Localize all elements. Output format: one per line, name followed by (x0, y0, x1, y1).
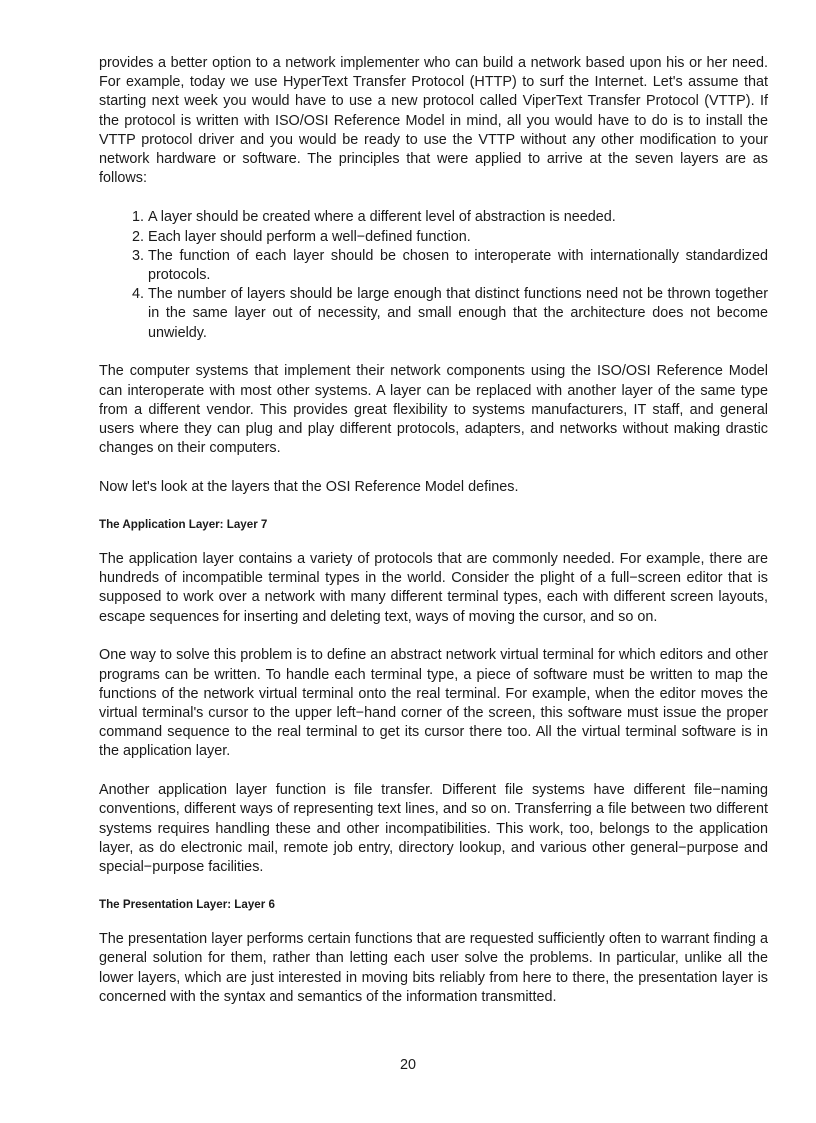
application-layer-paragraph: One way to solve this problem is to define an abstract network virtual terminal for which editors and other programs can be written. To handle each terminal type, a piece of software must be written to map the functions of the network virtual terminal onto the real terminal. For example, when the editor moves the virtual terminal's cursor to the upper left−hand corner of the screen, this software must issue the proper command sequence to the real terminal to get its cursor there too. All the virtual terminal software is in the application layer. (99, 647, 768, 760)
application-layer-paragraph: The application layer contains a variety of protocols that are commonly needed. For example, there are hundreds of incompatible terminal types in the world. Consider the plight of a full−screen editor that is supposed to work over a network with many different terminal types, each with different screen layouts, escape sequences for inserting and deleting text, ways of moving the cursor, and so on. (99, 551, 768, 625)
list-item: 3. The function of each layer should be chosen to interoperate with internationally standardized protocols. (148, 247, 768, 285)
presentation-layer-paragraph: The presentation layer performs certain functions that are requested sufficiently often to warrant finding a general solution for them, rather than letting each user solve the problems. In particular, unlike all the lower layers, which are just interested in moving bits reliably from here to there, the presentation layer is concerned with the syntax and semantics of the information transmitted. (99, 931, 768, 1005)
application-layer-heading: The Application Layer: Layer 7 (99, 518, 268, 532)
page-number: 20 (399, 1057, 416, 1073)
list-item: 1. A layer should be created where a different level of abstraction is needed. (148, 208, 768, 227)
intro-paragraph: provides a better option to a network implementer who can build a network based upon his or her need. For example, today we use HyperText Transfer Protocol (HTTP) to surf the Internet. Let's assume that starting next week you would have to use a new protocol called ViperText Transfer Protocol (VTTP). If the protocol is written with ISO/OSI Reference Model in mind, all you would have to do is to install the VTTP protocol driver and you would be ready to use the VTTP without any other modification to your network hardware or software. The principles that were applied to arrive at the seven layers are as follows: (99, 55, 768, 187)
application-layer-paragraph: Another application layer function is file transfer. Different file systems have different file−naming conventions, different ways of representing text lines, and so on. Transferring a file between two different systems requires handling these and other incompatibilities. This work, too, belongs to the application layer, as do electronic mail, remote job entry, directory lookup, and various other general−purpose and special−purpose facilities. (99, 782, 768, 875)
document-page (99, 54, 768, 1007)
list-item: 2. Each layer should perform a well−defined function. (148, 228, 768, 247)
interop-paragraph: The computer systems that implement their network components using the ISO/OSI Reference Model can interoperate with most other systems. A layer can be replaced with another layer of the same type from a different vendor. This provides great flexibility to systems manufacturers, IT staff, and general users where they can plug and play different protocols, adapters, and networks without making drastic changes on their computers. (99, 363, 768, 457)
layers-intro-paragraph: Now let's look at the layers that the OSI Reference Model defines. (99, 478, 519, 495)
principles-list (99, 208, 768, 342)
list-item: 4. The number of layers should be large enough that distinct functions need not be thrown together in the same layer out of necessity, and small enough that the architecture does not become unwieldy. (148, 285, 768, 343)
presentation-layer-heading: The Presentation Layer: Layer 6 (99, 898, 275, 912)
